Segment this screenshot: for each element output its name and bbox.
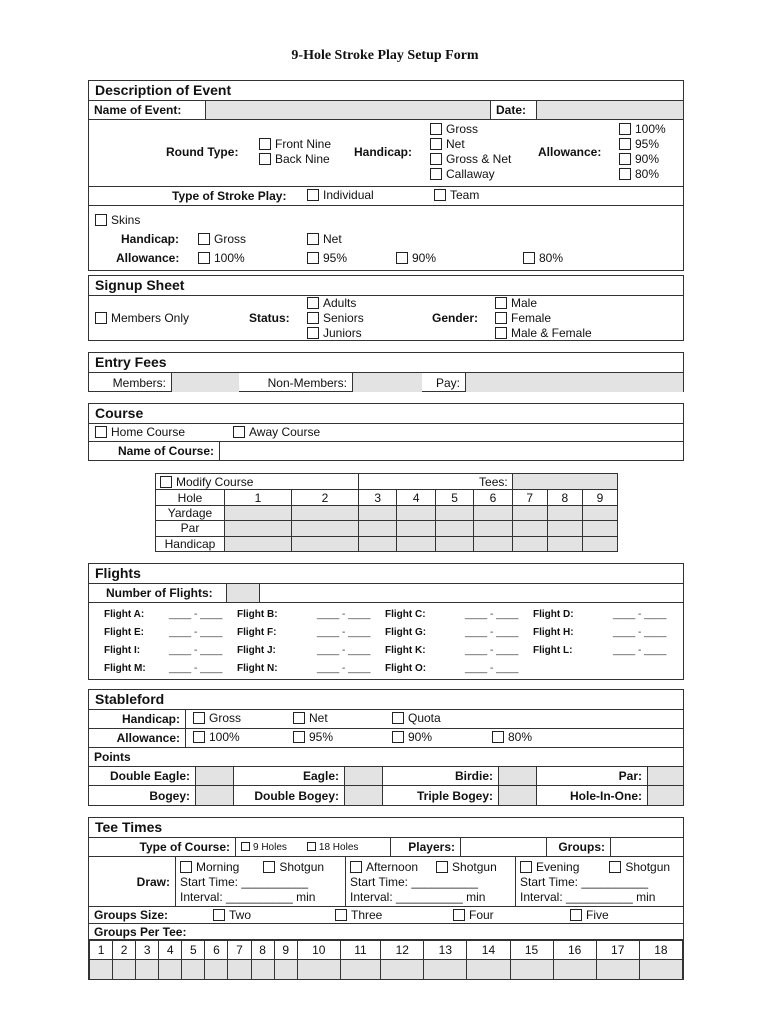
hole-label: Hole — [156, 490, 225, 505]
par-points-label: Par: — [536, 767, 647, 785]
skins-gross-option[interactable]: Gross — [198, 232, 246, 247]
hole-in-one-field[interactable] — [647, 786, 683, 805]
section-description-of-event — [88, 80, 684, 271]
checkbox[interactable] — [350, 861, 362, 873]
flight-label: Flight K: — [385, 644, 426, 656]
tee-number: 2 — [113, 941, 136, 960]
players-label: Players: — [390, 838, 460, 856]
skins-allowance-label: Allowance: — [116, 251, 180, 265]
tee-groups-cell[interactable] — [340, 960, 380, 980]
yardage-cell[interactable] — [225, 505, 292, 520]
tee-groups-cell[interactable] — [251, 960, 274, 980]
afternoon-option[interactable]: Afternoon — [350, 860, 418, 874]
section-heading: Flights — [89, 564, 683, 584]
yardage-label: Yardage — [156, 505, 225, 520]
double-bogey-label: Double Bogey: — [233, 786, 344, 805]
section-heading: Description of Event — [89, 81, 683, 101]
yardage-cell[interactable] — [512, 505, 547, 520]
handicap-options — [430, 122, 511, 182]
tee-number: 9 — [274, 941, 297, 960]
handicap-label: Handicap: — [354, 145, 413, 159]
members-only-option[interactable]: Members Only — [95, 311, 189, 326]
group-size-four[interactable]: Four — [453, 908, 494, 923]
checkbox[interactable] — [619, 153, 631, 165]
eagle-field[interactable] — [344, 767, 382, 785]
stableford-net-option[interactable]: Net — [293, 711, 328, 726]
skins-80-option[interactable]: 80% — [523, 251, 563, 266]
type-of-course-label: Type of Course: — [139, 840, 230, 854]
bogey-field[interactable] — [195, 786, 233, 805]
checkbox[interactable] — [95, 312, 107, 324]
hole-number: 1 — [225, 490, 292, 505]
flight-label: Flight G: — [385, 626, 427, 638]
tee-groups-cell[interactable] — [274, 960, 297, 980]
section-entry-fees — [88, 352, 684, 392]
hole-number: 6 — [474, 490, 512, 505]
section-signup-sheet — [88, 275, 684, 341]
checkbox[interactable] — [619, 168, 631, 180]
date-field[interactable] — [536, 101, 683, 119]
tee-number: 13 — [424, 941, 467, 960]
groups-per-tee-table — [89, 940, 683, 980]
checkbox[interactable] — [193, 712, 205, 724]
status-adults-option[interactable]: Adults — [307, 296, 364, 311]
stableford-allowance-label: Allowance: — [116, 731, 180, 745]
checkbox[interactable] — [233, 426, 245, 438]
tees-field[interactable] — [512, 474, 617, 490]
handicap-cell[interactable] — [512, 536, 547, 551]
hole-number: 4 — [397, 490, 435, 505]
front-nine-option[interactable]: Front Nine — [259, 137, 331, 152]
stableford-100-option[interactable]: 100% — [193, 730, 240, 745]
flight-label: Flight C: — [385, 608, 426, 620]
checkbox[interactable] — [392, 731, 404, 743]
handicap-gross-option[interactable]: Gross — [430, 122, 511, 137]
checkbox[interactable] — [307, 233, 319, 245]
par-cell[interactable] — [582, 521, 617, 536]
course-table — [155, 473, 618, 552]
skins-net-option[interactable]: Net — [307, 232, 342, 247]
checkbox[interactable] — [180, 861, 192, 873]
skins-100-option[interactable]: 100% — [198, 251, 245, 266]
checkbox[interactable] — [307, 327, 319, 339]
par-cell[interactable] — [397, 521, 435, 536]
tee-number: 5 — [182, 941, 205, 960]
checkbox[interactable] — [453, 909, 465, 921]
groups-per-tee-label: Groups Per Tee: — [94, 924, 187, 939]
round-type-options — [259, 137, 331, 167]
section-tee-times — [88, 817, 684, 980]
checkbox[interactable] — [619, 123, 631, 135]
morning-block — [175, 857, 345, 906]
individual-option[interactable]: Individual — [307, 188, 374, 203]
flight-range[interactable]: ____ - ____ — [169, 626, 223, 638]
handicap-cell[interactable] — [547, 536, 582, 551]
tee-number: 8 — [251, 941, 274, 960]
yardage-cell[interactable] — [435, 505, 473, 520]
section-heading: Entry Fees — [89, 353, 683, 373]
triple-bogey-field[interactable] — [498, 786, 536, 805]
form-title: 9-Hole Stroke Play Setup Form — [291, 48, 479, 63]
checkbox[interactable] — [609, 861, 621, 873]
checkbox[interactable] — [259, 153, 271, 165]
par-cell[interactable] — [225, 521, 292, 536]
tee-groups-cell[interactable] — [553, 960, 596, 980]
par-cell[interactable] — [512, 521, 547, 536]
handicap-cell[interactable] — [292, 536, 359, 551]
tee-groups-cell[interactable] — [182, 960, 205, 980]
status-juniors-option[interactable]: Juniors — [307, 326, 364, 341]
flight-label: Flight B: — [237, 608, 278, 620]
stableford-95-option[interactable]: 95% — [293, 730, 333, 745]
checkbox[interactable] — [495, 327, 507, 339]
morning-interval[interactable]: Interval: __________ min — [180, 890, 316, 904]
par-points-field[interactable] — [647, 767, 683, 785]
tee-number: 16 — [553, 941, 596, 960]
tee-number: 6 — [205, 941, 228, 960]
checkbox[interactable] — [241, 842, 250, 851]
hole-number: 8 — [547, 490, 582, 505]
section-heading: Signup Sheet — [89, 276, 683, 296]
gender-female-option[interactable]: Female — [495, 311, 592, 326]
handicap-cell[interactable] — [435, 536, 473, 551]
tee-number: 1 — [90, 941, 113, 960]
double-eagle-label: Double Eagle: — [109, 769, 190, 783]
afternoon-start-time[interactable]: Start Time: __________ — [350, 875, 479, 889]
flight-range[interactable]: ____ - ____ — [613, 644, 667, 656]
flight-range[interactable]: ____ - ____ — [465, 626, 519, 638]
checkbox[interactable] — [307, 842, 316, 851]
section-course — [88, 403, 684, 461]
round-type-label: Round Type: — [166, 145, 239, 159]
birdie-label: Birdie: — [382, 767, 498, 785]
course-name-label: Name of Course: — [117, 444, 214, 458]
stableford-quota-option[interactable]: Quota — [392, 711, 441, 726]
yardage-cell[interactable] — [359, 505, 397, 520]
morning-option[interactable]: Morning — [180, 860, 239, 874]
flight-range[interactable]: ____ - ____ — [317, 626, 371, 638]
away-course-option[interactable]: Away Course — [233, 425, 320, 440]
allowance-options — [619, 122, 666, 182]
flight-label: Flight E: — [104, 626, 144, 638]
checkbox[interactable] — [293, 731, 305, 743]
flight-label: Flight H: — [533, 626, 574, 638]
course-name-field[interactable] — [219, 442, 683, 460]
par-cell[interactable] — [547, 521, 582, 536]
par-cell[interactable] — [435, 521, 473, 536]
checkbox[interactable] — [307, 312, 319, 324]
flight-range[interactable]: ____ - ____ — [317, 608, 371, 620]
checkbox[interactable] — [95, 426, 107, 438]
tee-groups-cell[interactable] — [90, 960, 113, 980]
yardage-cell[interactable] — [292, 505, 359, 520]
handicap-cell[interactable] — [225, 536, 292, 551]
hole-number: 7 — [512, 490, 547, 505]
status-options — [307, 296, 364, 341]
handicap-cell[interactable] — [359, 536, 397, 551]
group-size-five[interactable]: Five — [570, 908, 609, 923]
evening-option[interactable]: Evening — [520, 860, 579, 874]
morning-shotgun-option[interactable]: Shotgun — [263, 860, 324, 874]
status-label: Status: — [249, 311, 290, 325]
date-label: Date: — [490, 101, 536, 119]
flight-range[interactable]: ____ - ____ — [465, 644, 519, 656]
allowance-100-option[interactable]: 100% — [619, 122, 666, 137]
skins-block — [89, 206, 683, 269]
stableford-80-option[interactable]: 80% — [492, 730, 532, 745]
handicap-row-label: Handicap — [156, 536, 225, 551]
checkbox[interactable] — [520, 861, 532, 873]
flight-label: Flight I: — [104, 644, 141, 656]
evening-shotgun-option[interactable]: Shotgun — [609, 860, 670, 874]
par-cell[interactable] — [474, 521, 512, 536]
yardage-cell[interactable] — [547, 505, 582, 520]
flights-table — [89, 605, 683, 677]
non-members-fee-label: Non-Members: — [267, 375, 347, 390]
checkbox[interactable] — [523, 252, 535, 264]
allowance-label: Allowance: — [538, 145, 602, 159]
checkbox[interactable] — [430, 123, 442, 135]
flight-label: Flight D: — [533, 608, 574, 620]
tee-groups-cell[interactable] — [381, 960, 424, 980]
skins-90-option[interactable]: 90% — [396, 251, 436, 266]
tee-number: 12 — [381, 941, 424, 960]
checkbox[interactable] — [495, 312, 507, 324]
par-cell[interactable] — [359, 521, 397, 536]
flight-range[interactable]: ____ - ____ — [169, 644, 223, 656]
par-label: Par — [156, 521, 225, 536]
tee-number: 14 — [467, 941, 510, 960]
hole-in-one-label: Hole-In-One: — [536, 786, 647, 805]
flight-label: Flight M: — [104, 662, 146, 674]
group-size-two[interactable]: Two — [213, 908, 251, 923]
tee-number: 7 — [228, 941, 251, 960]
skins-95-option[interactable]: 95% — [307, 251, 347, 266]
evening-start-time[interactable]: Start Time: __________ — [520, 875, 649, 889]
checkbox[interactable] — [619, 138, 631, 150]
handicap-cell[interactable] — [582, 536, 617, 551]
tee-number: 3 — [136, 941, 159, 960]
checkbox[interactable] — [430, 153, 442, 165]
tee-number: 17 — [596, 941, 639, 960]
allowance-80-option[interactable]: 80% — [619, 167, 666, 182]
non-members-fee-field[interactable] — [352, 373, 422, 392]
yardage-cell[interactable] — [397, 505, 435, 520]
par-cell[interactable] — [292, 521, 359, 536]
group-size-three[interactable]: Three — [335, 908, 382, 923]
double-eagle-field[interactable] — [195, 767, 233, 785]
players-field[interactable] — [460, 838, 546, 856]
checkbox[interactable] — [307, 252, 319, 264]
morning-start-time[interactable]: Start Time: __________ — [180, 875, 309, 889]
flight-range[interactable]: ____ - ____ — [169, 608, 223, 620]
skins-handicap-label: Handicap: — [121, 232, 180, 246]
checkbox[interactable] — [307, 297, 319, 309]
flight-label: Flight N: — [237, 662, 278, 674]
stableford-gross-option[interactable]: Gross — [193, 711, 241, 726]
checkbox[interactable] — [495, 297, 507, 309]
tee-number: 15 — [510, 941, 553, 960]
event-name-field[interactable] — [205, 101, 490, 119]
flight-range[interactable]: ____ - ____ — [465, 662, 519, 674]
checkbox[interactable] — [570, 909, 582, 921]
number-of-flights-label: Number of Flights: — [106, 586, 213, 600]
checkbox[interactable] — [198, 233, 210, 245]
yardage-cell[interactable] — [474, 505, 512, 520]
pay-field[interactable] — [465, 373, 683, 392]
gender-male-option[interactable]: Male — [495, 296, 592, 311]
handicap-callaway-option[interactable]: Callaway — [430, 167, 511, 182]
tee-groups-cell[interactable] — [596, 960, 639, 980]
tee-groups-cell[interactable] — [205, 960, 228, 980]
evening-interval[interactable]: Interval: __________ min — [520, 890, 656, 904]
checkbox[interactable] — [436, 861, 448, 873]
tee-number: 10 — [297, 941, 340, 960]
tee-groups-cell[interactable] — [639, 960, 682, 980]
triple-bogey-label: Triple Bogey: — [382, 786, 498, 805]
handicap-cell[interactable] — [397, 536, 435, 551]
checkbox[interactable] — [198, 252, 210, 264]
double-bogey-field[interactable] — [344, 786, 382, 805]
afternoon-block — [345, 857, 515, 906]
tee-groups-cell[interactable] — [297, 960, 340, 980]
status-seniors-option[interactable]: Seniors — [307, 311, 364, 326]
hole-number: 9 — [582, 490, 617, 505]
gender-options — [495, 296, 592, 341]
group-size-label: Groups Size: — [94, 908, 169, 922]
checkbox[interactable] — [263, 861, 275, 873]
checkbox[interactable] — [430, 138, 442, 150]
par-row — [156, 521, 618, 536]
allowance-90-option[interactable]: 90% — [619, 152, 666, 167]
course-type-options — [235, 838, 390, 856]
section-heading: Course — [89, 404, 683, 424]
section-stableford — [88, 689, 684, 806]
gender-label: Gender: — [432, 311, 479, 325]
flight-range[interactable]: ____ - ____ — [613, 626, 667, 638]
evening-block — [515, 857, 683, 906]
tee-groups-cell[interactable] — [228, 960, 251, 980]
tee-number: 4 — [159, 941, 182, 960]
flight-range[interactable]: ____ - ____ — [169, 662, 223, 674]
team-option[interactable]: Team — [434, 188, 479, 203]
event-name-label: Name of Event: — [94, 103, 182, 117]
flight-range[interactable]: ____ - ____ — [317, 644, 371, 656]
yardage-row — [156, 505, 618, 520]
tee-groups-cell[interactable] — [159, 960, 182, 980]
afternoon-interval[interactable]: Interval: __________ min — [350, 890, 486, 904]
checkbox[interactable] — [307, 189, 319, 201]
draw-label: Draw: — [136, 874, 170, 889]
section-heading: Stableford — [89, 690, 683, 710]
checkbox[interactable] — [430, 168, 442, 180]
hole-number: 5 — [435, 490, 473, 505]
yardage-cell[interactable] — [582, 505, 617, 520]
handicap-net-option[interactable]: Net — [430, 137, 511, 152]
pay-label: Pay: — [435, 375, 460, 390]
modify-course-cell[interactable]: Modify Course — [156, 474, 359, 490]
points-label: Points — [94, 750, 131, 764]
nine-holes-option[interactable]: 9 Holes — [241, 842, 287, 853]
flight-label: Flight J: — [237, 644, 276, 656]
bogey-label: Bogey: — [149, 788, 190, 803]
number-of-flights-field[interactable] — [226, 584, 260, 602]
checkbox[interactable] — [434, 189, 446, 201]
members-fee-field[interactable] — [171, 373, 239, 392]
section-flights — [88, 563, 684, 680]
allowance-95-option[interactable]: 95% — [619, 137, 666, 152]
birdie-field[interactable] — [498, 767, 536, 785]
tee-number: 11 — [340, 941, 380, 960]
groups-label: Groups: — [546, 838, 610, 856]
flight-range[interactable]: ____ - ____ — [317, 662, 371, 674]
flight-range[interactable]: ____ - ____ — [465, 608, 519, 620]
afternoon-shotgun-option[interactable]: Shotgun — [436, 860, 497, 874]
stroke-play-label: Type of Stroke Play: — [172, 189, 287, 203]
members-fee-label: Members: — [112, 375, 166, 390]
tees-label: Tees: — [359, 474, 513, 490]
tee-groups-cell[interactable] — [113, 960, 136, 980]
skins-option[interactable]: Skins — [95, 213, 140, 228]
home-course-option[interactable]: Home Course — [95, 425, 185, 440]
stableford-90-option[interactable]: 90% — [392, 730, 432, 745]
tee-groups-cell[interactable] — [510, 960, 553, 980]
checkbox[interactable] — [193, 731, 205, 743]
flight-label: Flight A: — [104, 608, 145, 620]
flight-range[interactable]: ____ - ____ — [613, 608, 667, 620]
checkbox[interactable] — [213, 909, 225, 921]
handicap-cell[interactable] — [474, 536, 512, 551]
tee-groups-cell[interactable] — [136, 960, 159, 980]
checkbox[interactable] — [396, 252, 408, 264]
handicap-row — [156, 536, 618, 551]
stableford-handicap-label: Handicap: — [121, 712, 180, 726]
eagle-label: Eagle: — [233, 767, 344, 785]
hole-number: 3 — [359, 490, 397, 505]
handicap-gross-net-option[interactable]: Gross & Net — [430, 152, 511, 167]
tee-number: 18 — [639, 941, 682, 960]
checkbox[interactable] — [335, 909, 347, 921]
groups-field[interactable] — [610, 838, 683, 856]
flight-label: Flight O: — [385, 662, 427, 674]
checkbox[interactable] — [293, 712, 305, 724]
back-nine-option[interactable]: Back Nine — [259, 152, 331, 167]
tee-groups-cell[interactable] — [424, 960, 467, 980]
checkbox[interactable] — [160, 476, 172, 488]
checkbox[interactable] — [492, 731, 504, 743]
section-heading: Tee Times — [89, 818, 683, 838]
flight-label: Flight F: — [237, 626, 277, 638]
eighteen-holes-option[interactable]: 18 Holes — [307, 842, 358, 853]
hole-row — [156, 490, 618, 505]
hole-number: 2 — [292, 490, 359, 505]
checkbox[interactable] — [259, 138, 271, 150]
checkbox[interactable] — [95, 214, 107, 226]
flight-label: Flight L: — [533, 644, 573, 656]
checkbox[interactable] — [392, 712, 404, 724]
gender-male-female-option[interactable]: Male & Female — [495, 326, 592, 341]
tee-groups-cell[interactable] — [467, 960, 510, 980]
